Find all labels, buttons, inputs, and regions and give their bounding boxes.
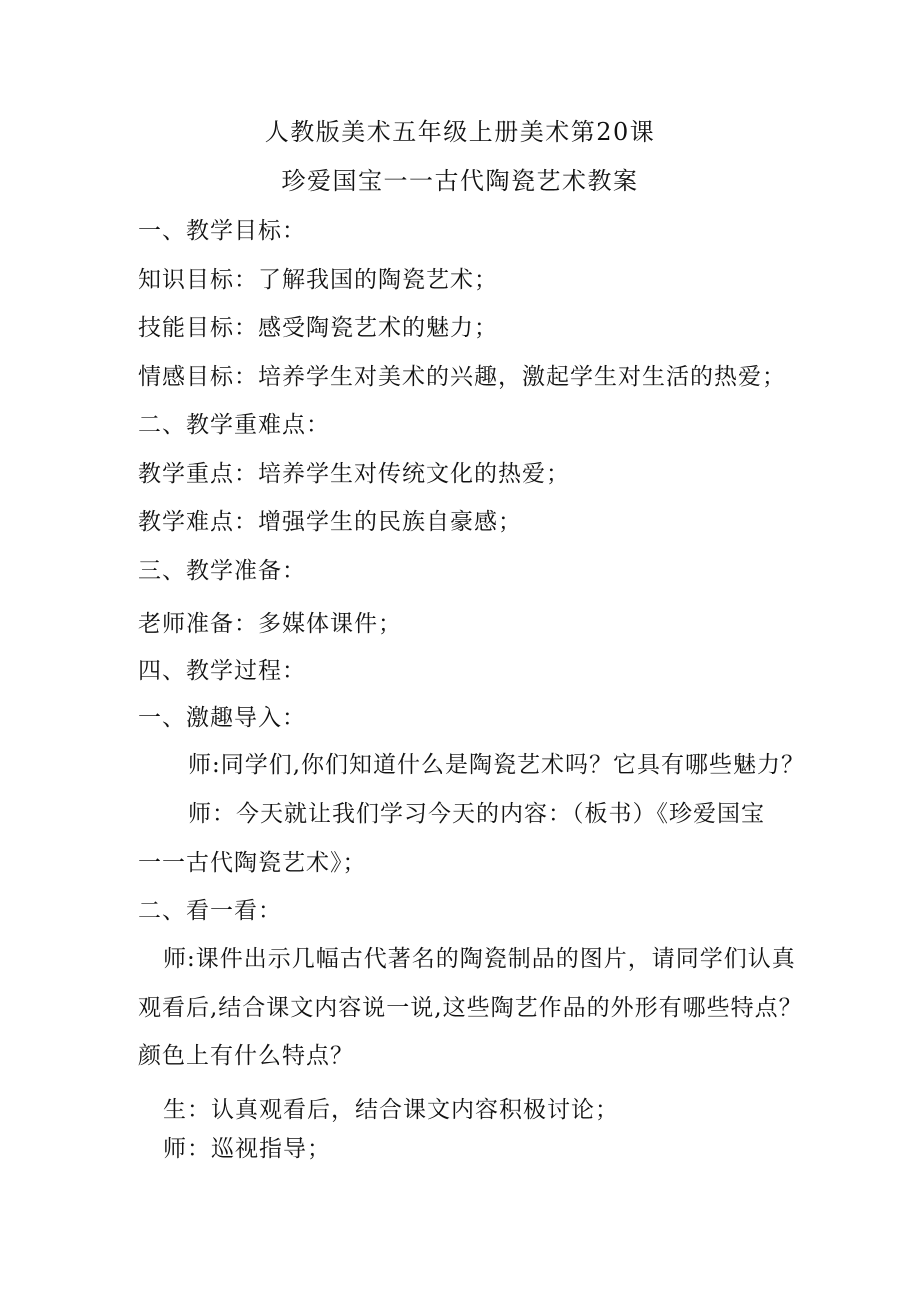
- paragraph: 一一古代陶瓷艺术》；: [138, 850, 367, 876]
- paragraph: 师:同学们,你们知道什么是陶瓷艺术吗？它具有哪些魅力？: [188, 752, 806, 778]
- document-title: 人教版美术五年级上册美术第20课: [264, 118, 656, 146]
- section-heading-preparation: 三、教学准备：: [138, 558, 306, 584]
- paragraph: 老师准备：多媒体课件；: [138, 611, 402, 637]
- paragraph: 颜色上有什么特点？: [138, 1043, 354, 1069]
- paragraph: 教学难点：增强学生的民族自豪感；: [138, 509, 522, 535]
- paragraph: 观看后,结合课文内容说一说,这些陶艺作品的外形有哪些特点？: [138, 995, 803, 1021]
- paragraph: 师:课件出示几幅古代著名的陶瓷制品的图片，请同学们认真: [163, 946, 796, 972]
- paragraph: 情感目标：培养学生对美术的兴趣，激起学生对生活的热爱；: [138, 364, 786, 390]
- subsection-heading-intro: 一、激趣导入：: [138, 705, 306, 731]
- subsection-heading-look: 二、看一看：: [138, 898, 282, 924]
- paragraph: 师：今天就让我们学习今天的内容：（板书）《珍爱国宝: [188, 801, 765, 827]
- paragraph: 师：巡视指导；: [163, 1136, 331, 1162]
- paragraph: 生：认真观看后，结合课文内容积极讨论；: [163, 1097, 619, 1123]
- document-subtitle: 珍爱国宝一一古代陶瓷艺术教案: [281, 167, 639, 195]
- section-heading-objectives: 一、教学目标：: [138, 218, 306, 244]
- paragraph: 技能目标：感受陶瓷艺术的魅力；: [138, 315, 498, 341]
- paragraph: 知识目标：了解我国的陶瓷艺术；: [138, 267, 498, 293]
- section-heading-key-points: 二、教学重难点：: [138, 412, 330, 438]
- section-heading-process: 四、教学过程：: [138, 658, 306, 684]
- paragraph: 教学重点：培养学生对传统文化的热爱；: [138, 461, 570, 487]
